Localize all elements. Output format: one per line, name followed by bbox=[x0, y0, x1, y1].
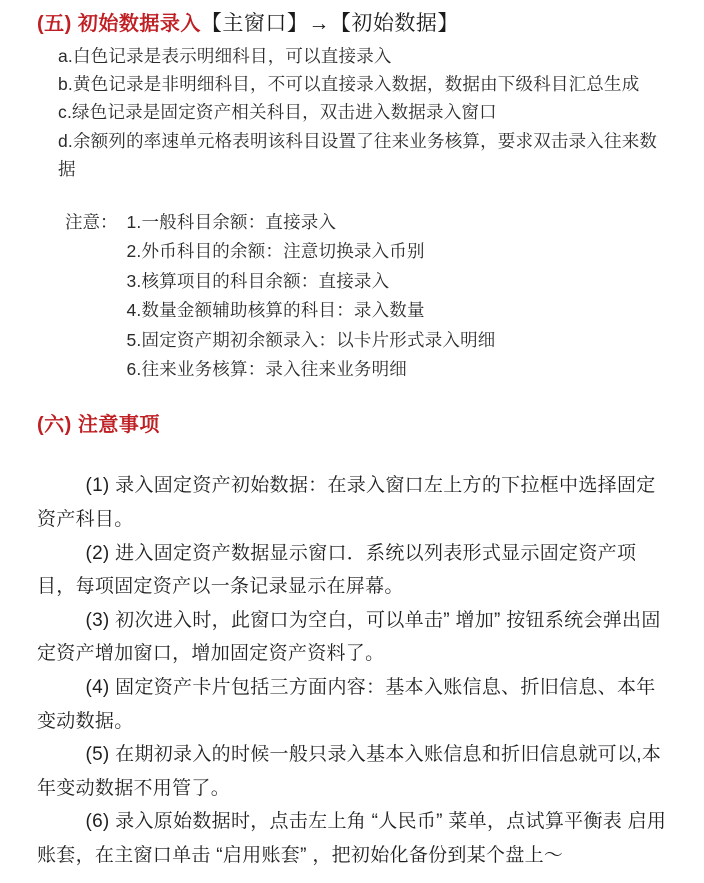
note-item-6: 6.往来业务核算：录入往来业务明细 bbox=[126, 359, 407, 380]
list-item-d: d.余额列的率速单元格表明该科目设置了往来业务核算，要求双击录入往来数据 bbox=[58, 130, 658, 179]
note-list bbox=[127, 208, 496, 384]
paragraph-5: (5) 在期初录入的时候一般只录入基本入账信息和折旧信息就可以,本年变动数据不用管了。 bbox=[37, 744, 662, 799]
list-item-a: a.白色记录是表示明细科目，可以直接录入 bbox=[58, 46, 392, 66]
note-block bbox=[65, 208, 672, 384]
note-item-4: 4.数量金额辅助核算的科目：录入数量 bbox=[126, 300, 425, 321]
paragraph-1: (1) 录入固定资产初始数据：在录入窗口左上方的下拉框中选择固定资产科目。 bbox=[37, 475, 656, 531]
section6-paragraphs bbox=[37, 469, 672, 872]
paragraph-3: (3) 初次进入时，此窗口为空白，可以单击” 增加” 按钮系统会弹出固定资产增加窗口，增加固定资产资料了。 bbox=[37, 609, 661, 665]
note-label: 注意： bbox=[65, 212, 118, 233]
section6-heading-title: (六) 注意事项 bbox=[37, 414, 160, 437]
paragraph-4: (4) 固定资产卡片包括三方面内容：基本入账信息、折旧信息、本年变动数据。 bbox=[37, 677, 656, 732]
list-item-b: b.黄色记录是非明细科目，不可以直接录入数据，数据由下级科目汇总生成 bbox=[58, 74, 640, 95]
section6-heading bbox=[37, 410, 672, 440]
section5-heading bbox=[37, 9, 672, 39]
section5-heading-path: 【主窗口】→【初始数据】 bbox=[200, 12, 459, 35]
list-item-c: c.绿色记录是固定资产相关科目，双击进入数据录入窗口 bbox=[58, 102, 497, 123]
note-item-2: 2.外币科目的余额：注意切换录入币别 bbox=[126, 241, 425, 262]
paragraph-2: (2) 进入固定资产数据显示窗口．系统以列表形式显示固定资产项目，每项固定资产以一条记录显示在屏幕。 bbox=[37, 542, 637, 598]
note-item-3: 3.核算项目的科目余额：直接录入 bbox=[126, 270, 390, 291]
note-item-1: 1.一般科目余额：直接录入 bbox=[126, 212, 337, 233]
note-item-5: 5.固定资产期初余额录入：以卡片形式录入明细 bbox=[126, 329, 496, 350]
section5-item-list bbox=[58, 42, 672, 183]
section5-heading-number: (五) 初始数据录入 bbox=[37, 13, 201, 35]
paragraph-6: (6) 录入原始数据时，点击左上角 “人民币” 菜单，点试算平衡表 启用账套，在主窗口单击 “启用账套” ，把初始化备份到某个盘上～ bbox=[37, 811, 667, 866]
